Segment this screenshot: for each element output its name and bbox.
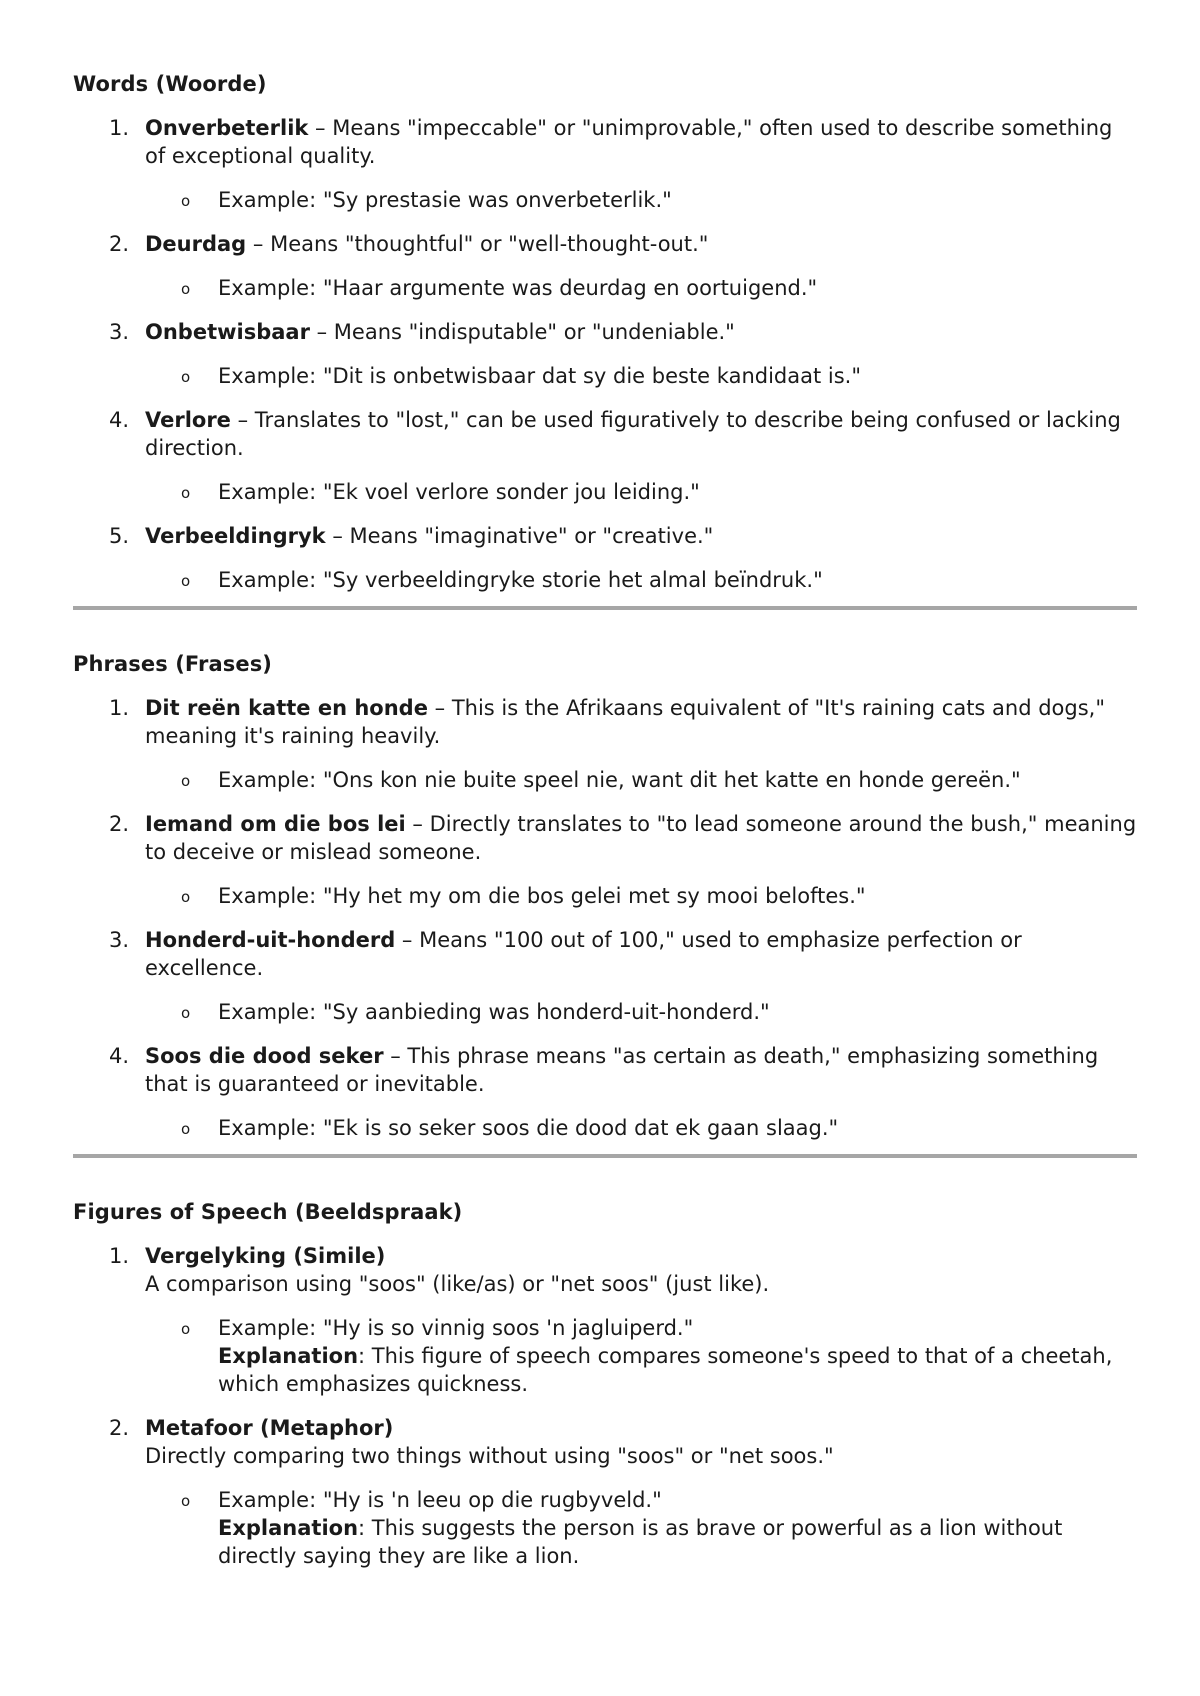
list-item: [73, 522, 1137, 594]
list-item: [73, 318, 1137, 390]
bullet-icon: o: [181, 1004, 191, 1022]
example-list: [145, 362, 1137, 390]
example-item: [145, 998, 1137, 1026]
example-item: [145, 1486, 1137, 1570]
example-list: [145, 274, 1137, 302]
phrase-list: [73, 694, 1137, 1142]
bullet-icon: o: [181, 888, 191, 906]
bullet-icon: o: [181, 192, 191, 210]
example-item: [145, 478, 1137, 506]
bullet-icon: o: [181, 772, 191, 790]
item-term: Vergelyking (Simile): [145, 1244, 386, 1268]
item-term: Verlore: [145, 408, 231, 432]
item-term: Dit reën katte en honde: [145, 696, 428, 720]
example-item: [145, 882, 1137, 910]
example-list: [145, 1486, 1137, 1570]
example-item: [145, 1314, 1137, 1398]
item-term: Metafoor (Metaphor): [145, 1416, 394, 1440]
example-text: Example: "Ons kon nie buite speel nie, want dit het katte en honde gereën.": [218, 768, 1021, 792]
bullet-icon: o: [181, 484, 191, 502]
item-number: 4.: [109, 1044, 130, 1068]
example-item: [145, 362, 1137, 390]
list-item: [73, 1242, 1137, 1398]
list-item: [73, 926, 1137, 1026]
bullet-icon: o: [181, 1320, 191, 1338]
item-term: Onverbeterlik: [145, 116, 309, 140]
item-number: 1.: [109, 696, 130, 720]
explanation-text: : This figure of speech compares someone's speed to that of a cheetah, which emphasizes quickness.: [218, 1344, 1113, 1396]
example-list: [145, 882, 1137, 910]
section-phrases: [73, 650, 1137, 1158]
example-text: Example: "Haar argumente was deurdag en oortuigend.": [218, 276, 818, 300]
item-description: – This phrase means "as certain as death," emphasizing something that is guaranteed or inevitable.: [145, 1044, 1099, 1096]
item-description: – Means "thoughtful" or "well-thought-out.": [246, 232, 709, 256]
example-item: [145, 274, 1137, 302]
explanation-label: Explanation: [218, 1516, 359, 1540]
list-item: [73, 694, 1137, 794]
item-number: 5.: [109, 524, 130, 548]
item-number: 3.: [109, 928, 130, 952]
example-list: [145, 478, 1137, 506]
item-description: Directly comparing two things without using "soos" or "net soos.": [145, 1444, 834, 1468]
list-item: [73, 406, 1137, 506]
example-item: [145, 566, 1137, 594]
document: [73, 70, 1137, 1570]
example-list: [145, 1314, 1137, 1398]
section-title: Figures of Speech (Beeldspraak): [73, 1200, 463, 1224]
item-number: 1.: [109, 116, 130, 140]
item-term: Honderd-uit-honderd: [145, 928, 396, 952]
example-text: Example: "Sy prestasie was onverbeterlik.": [218, 188, 672, 212]
item-number: 4.: [109, 408, 130, 432]
section-title: Words (Woorde): [73, 72, 267, 96]
list-item: [73, 810, 1137, 910]
example-list: [145, 766, 1137, 794]
item-number: 2.: [109, 812, 130, 836]
example-item: [145, 186, 1137, 214]
horizontal-divider: [73, 1154, 1137, 1158]
section-title: Phrases (Frases): [73, 652, 272, 676]
figures-list: [73, 1242, 1137, 1570]
example-list: [145, 998, 1137, 1026]
item-number: 2.: [109, 232, 130, 256]
item-term: Onbetwisbaar: [145, 320, 310, 344]
section-figures-of-speech: [73, 1198, 1137, 1570]
item-description: – Translates to "lost," can be used figuratively to describe being confused or lacking direction.: [145, 408, 1121, 460]
section-words: [73, 70, 1137, 610]
list-item: [73, 1414, 1137, 1570]
explanation-text: : This suggests the person is as brave or powerful as a lion without directly saying they are like a lion.: [218, 1516, 1063, 1568]
bullet-icon: o: [181, 368, 191, 386]
bullet-icon: o: [181, 280, 191, 298]
horizontal-divider: [73, 606, 1137, 610]
example-text: Example: "Hy het my om die bos gelei met sy mooi beloftes.": [218, 884, 866, 908]
list-item: [73, 114, 1137, 214]
bullet-icon: o: [181, 1120, 191, 1138]
item-description: – Means "indisputable" or "undeniable.": [309, 320, 735, 344]
item-description: – Directly translates to "to lead someone around the bush," meaning to deceive or mislead someone.: [145, 812, 1137, 864]
item-term: Iemand om die bos lei: [145, 812, 406, 836]
item-description: – This is the Afrikaans equivalent of "It's raining cats and dogs," meaning it's raining heavily.: [145, 696, 1106, 748]
item-term: Soos die dood seker: [145, 1044, 384, 1068]
example-text: Example: "Ek is so seker soos die dood dat ek gaan slaag.": [218, 1116, 839, 1140]
example-item: [145, 766, 1137, 794]
example-list: [145, 566, 1137, 594]
example-text: Example: "Sy aanbieding was honderd-uit-honderd.": [218, 1000, 770, 1024]
item-number: 2.: [109, 1416, 130, 1440]
example-text: Example: "Hy is so vinnig soos 'n jagluiperd.": [218, 1316, 694, 1340]
example-text: Example: "Ek voel verlore sonder jou leiding.": [218, 480, 700, 504]
explanation-label: Explanation: [218, 1344, 359, 1368]
item-description: A comparison using "soos" (like/as) or "net soos" (just like).: [145, 1272, 770, 1296]
item-term: Deurdag: [145, 232, 247, 256]
word-list: [73, 114, 1137, 594]
example-text: Example: "Hy is 'n leeu op die rugbyveld.": [218, 1488, 662, 1512]
list-item: [73, 1042, 1137, 1142]
item-term: Verbeeldingryk: [145, 524, 326, 548]
item-description: – Means "impeccable" or "unimprovable," often used to describe something of exceptional quality.: [145, 116, 1113, 168]
example-text: Example: "Dit is onbetwisbaar dat sy die beste kandidaat is.": [218, 364, 862, 388]
example-list: [145, 186, 1137, 214]
bullet-icon: o: [181, 1492, 191, 1510]
example-text: Example: "Sy verbeeldingryke storie het almal beïndruk.": [218, 568, 823, 592]
list-item: [73, 230, 1137, 302]
item-number: 3.: [109, 320, 130, 344]
example-item: [145, 1114, 1137, 1142]
item-description: – Means "100 out of 100," used to emphasize perfection or excellence.: [145, 928, 1022, 980]
bullet-icon: o: [181, 572, 191, 590]
example-list: [145, 1114, 1137, 1142]
item-description: – Means "imaginative" or "creative.": [325, 524, 714, 548]
item-number: 1.: [109, 1244, 130, 1268]
